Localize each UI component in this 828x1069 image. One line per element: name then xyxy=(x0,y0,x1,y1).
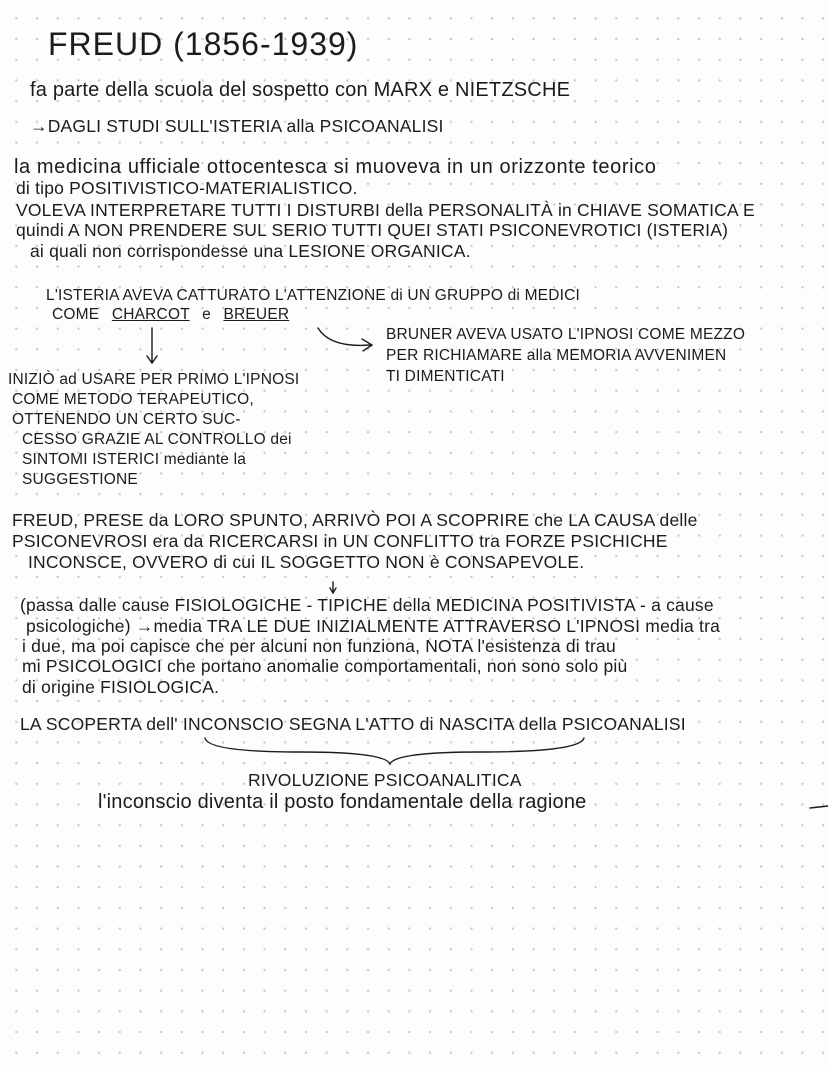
paragraph1-line: VOLEVA INTERPRETARE TUTTI I DISTURBI della PERSONALITÀ in CHIAVE SOMATICA E xyxy=(16,200,755,220)
margin-dash xyxy=(810,806,828,808)
charcot-note-line: SUGGESTIONE xyxy=(22,471,138,488)
breuer-note-line: TI DIMENTICATI xyxy=(386,368,505,385)
charcot-note-line: CESSO GRAZIE AL CONTROLLO dei xyxy=(22,431,292,448)
paragraph1-line: di tipo POSITIVISTICO-MATERIALISTICO. xyxy=(16,178,358,198)
charcot-name: CHARCOT xyxy=(111,306,190,323)
section-heading: →DAGLI STUDI SULL'ISTERIA alla PSICOANALISI xyxy=(30,116,444,136)
isteria-line: L'ISTERIA AVEVA CATTURATO L'ATTENZIONE di UN GRUPPO di MEDICI xyxy=(46,287,581,304)
small-arrow-down-icon xyxy=(330,582,336,593)
paragraph2-line: INCONSCE, OVVERO di cui IL SOGGETTO NON è CONSAPEVOLE. xyxy=(28,552,585,572)
paragraph1-line: la medicina ufficiale ottocentesca si muoveva in un orizzonte teorico xyxy=(14,156,657,178)
charcot-note-line: OTTENENDO UN CERTO SUC- xyxy=(12,411,241,428)
charcot-note-line: INIZIÒ ad USARE PER PRIMO L'IPNOSI xyxy=(8,371,300,388)
arrow-down-icon xyxy=(147,328,157,363)
intro-line: fa parte della scuola del sospetto con MARX e NIETZSCHE xyxy=(30,79,571,101)
curly-brace-icon xyxy=(205,738,584,764)
paragraph2-line: FREUD, PRESE da LORO SPUNTO, ARRIVÒ POI A SCOPRIRE che LA CAUSA delle xyxy=(12,510,698,530)
breuer-note-line: PER RICHIAMARE alla MEMORIA AVVENIMEN xyxy=(386,347,727,364)
come-word: COME xyxy=(52,306,100,323)
page-title: FREUD (1856-1939) xyxy=(48,26,359,62)
conclusione-line: l'inconscio diventa il posto fondamentale della ragione xyxy=(98,791,587,813)
rivoluzione-label: RIVOLUZIONE PSICOANALITICA xyxy=(248,770,522,790)
charcot-note-line: COME METODO TERAPEUTICO, xyxy=(12,391,254,408)
curved-arrow-icon xyxy=(318,328,372,351)
paragraph3-line: psicologiche) →media TRA LE DUE INIZIALMENTE ATTRAVERSO L'IPNOSI media tra xyxy=(26,616,721,636)
paragraph3-line: (passa dalle cause FISIOLOGICHE - TIPICHE della MEDICINA POSITIVISTA - a cause xyxy=(20,595,714,615)
paragraph1-line: ai quali non corrispondesse una LESIONE ORGANICA. xyxy=(30,241,471,261)
breuer-note-line: BRUNER AVEVA USATO L'IPNOSI COME MEZZO xyxy=(386,326,746,343)
paragraph3-line: mi PSICOLOGICI che portano anomalie comportamentali, non sono solo più xyxy=(22,656,628,676)
paragraph3-line: i due, ma poi capisce che per alcuni non funziona, NOTA l'esistenza di trau xyxy=(22,636,616,656)
e-word: e xyxy=(202,306,211,323)
paragraph1-line: quindi A NON PRENDERE SUL SERIO TUTTI QUEI STATI PSICONEVROTICI (ISTERIA) xyxy=(16,220,729,240)
charcot-note-line: SINTOMI ISTERICI mediante la xyxy=(22,451,247,468)
breuer-name: BREUER xyxy=(223,306,290,323)
paragraph2-line: PSICONEVROSI era da RICERCARSI in UN CONFLITTO tra FORZE PSICHICHE xyxy=(12,531,668,551)
scoperta-line: LA SCOPERTA dell' INCONSCIO SEGNA L'ATTO di NASCITA della PSICOANALISI xyxy=(20,714,686,734)
paragraph3-line: di origine FISIOLOGICA. xyxy=(22,677,220,697)
